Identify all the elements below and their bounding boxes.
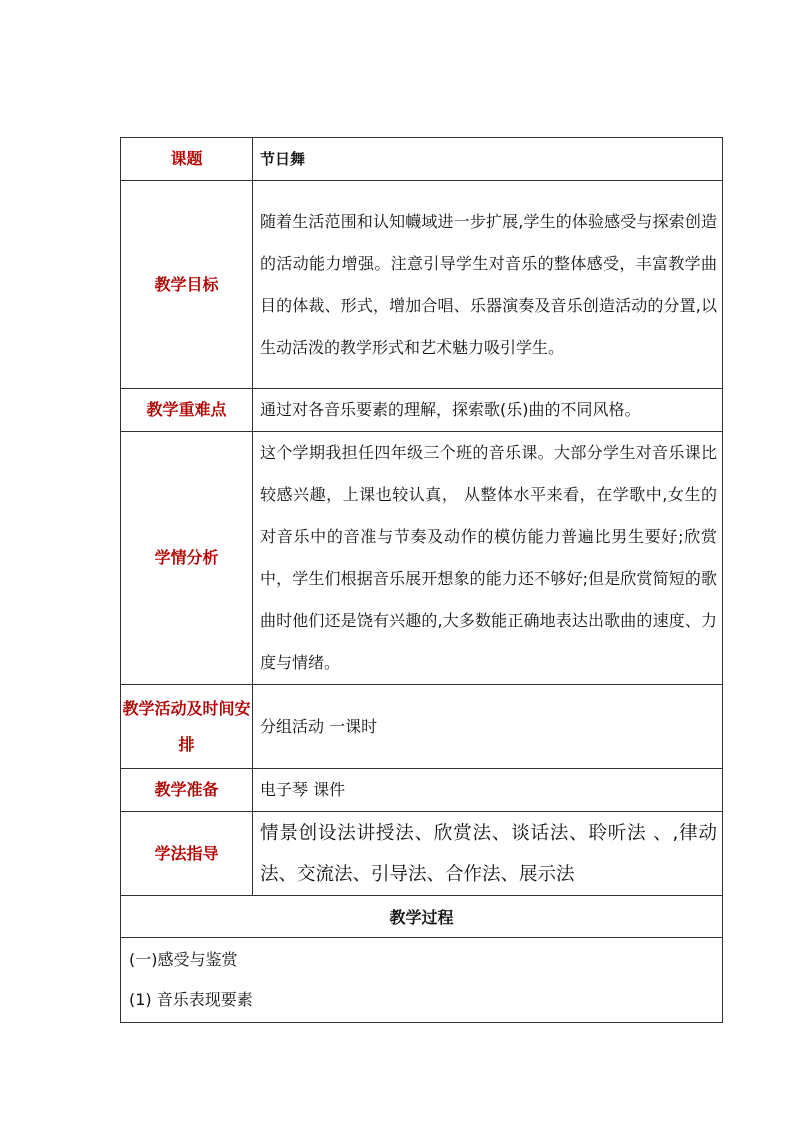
process-line: (一)感受与鉴赏 (129, 950, 238, 969)
table-row (121, 138, 723, 181)
label-activity-schedule: 教学活动及时间安排 (121, 685, 253, 769)
table-row (121, 685, 723, 769)
content-topic: 节日舞 (253, 138, 723, 181)
label-teaching-goals: 教学目标 (121, 181, 253, 389)
label-learning-methods: 学法指导 (121, 812, 253, 896)
label-topic: 课题 (121, 138, 253, 181)
content-preparation: 电子琴 课件 (253, 769, 723, 812)
table-row (121, 812, 723, 896)
content-key-points: 通过对各音乐要素的理解，探索歌(乐)曲的不同风格。 (253, 389, 723, 432)
label-key-points: 教学重难点 (121, 389, 253, 432)
table-row (121, 938, 723, 1023)
table-row (121, 389, 723, 432)
table-row (121, 769, 723, 812)
content-student-analysis: 这个学期我担任四年级三个班的音乐课。大部分学生对音乐课比较感兴趣，上课也较认真， 从整体水平来看，在学歌中,女生的对音乐中的音准与节奏及动作的模仿能力普遍比男生要好;欣赏中，学生们根据音乐展开想象的能力还不够好;但是欣赏简短的歌曲时他们还是饶有兴趣的,大多数能正确地表达出歌曲的速度、力度与情绪。 (253, 432, 723, 685)
label-preparation: 教学准备 (121, 769, 253, 812)
content-activity-schedule: 分组活动 一课时 (253, 685, 723, 769)
table-row (121, 896, 723, 938)
label-student-analysis: 学情分析 (121, 432, 253, 685)
process-title: 教学过程 (121, 896, 723, 938)
lesson-plan-table (120, 137, 723, 1023)
content-teaching-goals: 随着生活范围和认知幭域进一步扩展,学生的体验感受与探索创造的活动能力增强。注意引导学生对音乐的整体感受，丰富教学曲目的体裁、形式，增加合唱、乐器演奏及音乐创造活动的分置,以生动活泼的教学形式和艺术魅力吸引学生。 (253, 181, 723, 389)
process-body (121, 938, 723, 1023)
content-learning-methods: 情景创设法讲授法、欣赏法、谈话法、聆听法 、,律动法、交流法、引导法、合作法、展示法 (253, 812, 723, 896)
table-row (121, 181, 723, 389)
table-row (121, 432, 723, 685)
process-line: (1) 音乐表现要素 (129, 990, 253, 1009)
